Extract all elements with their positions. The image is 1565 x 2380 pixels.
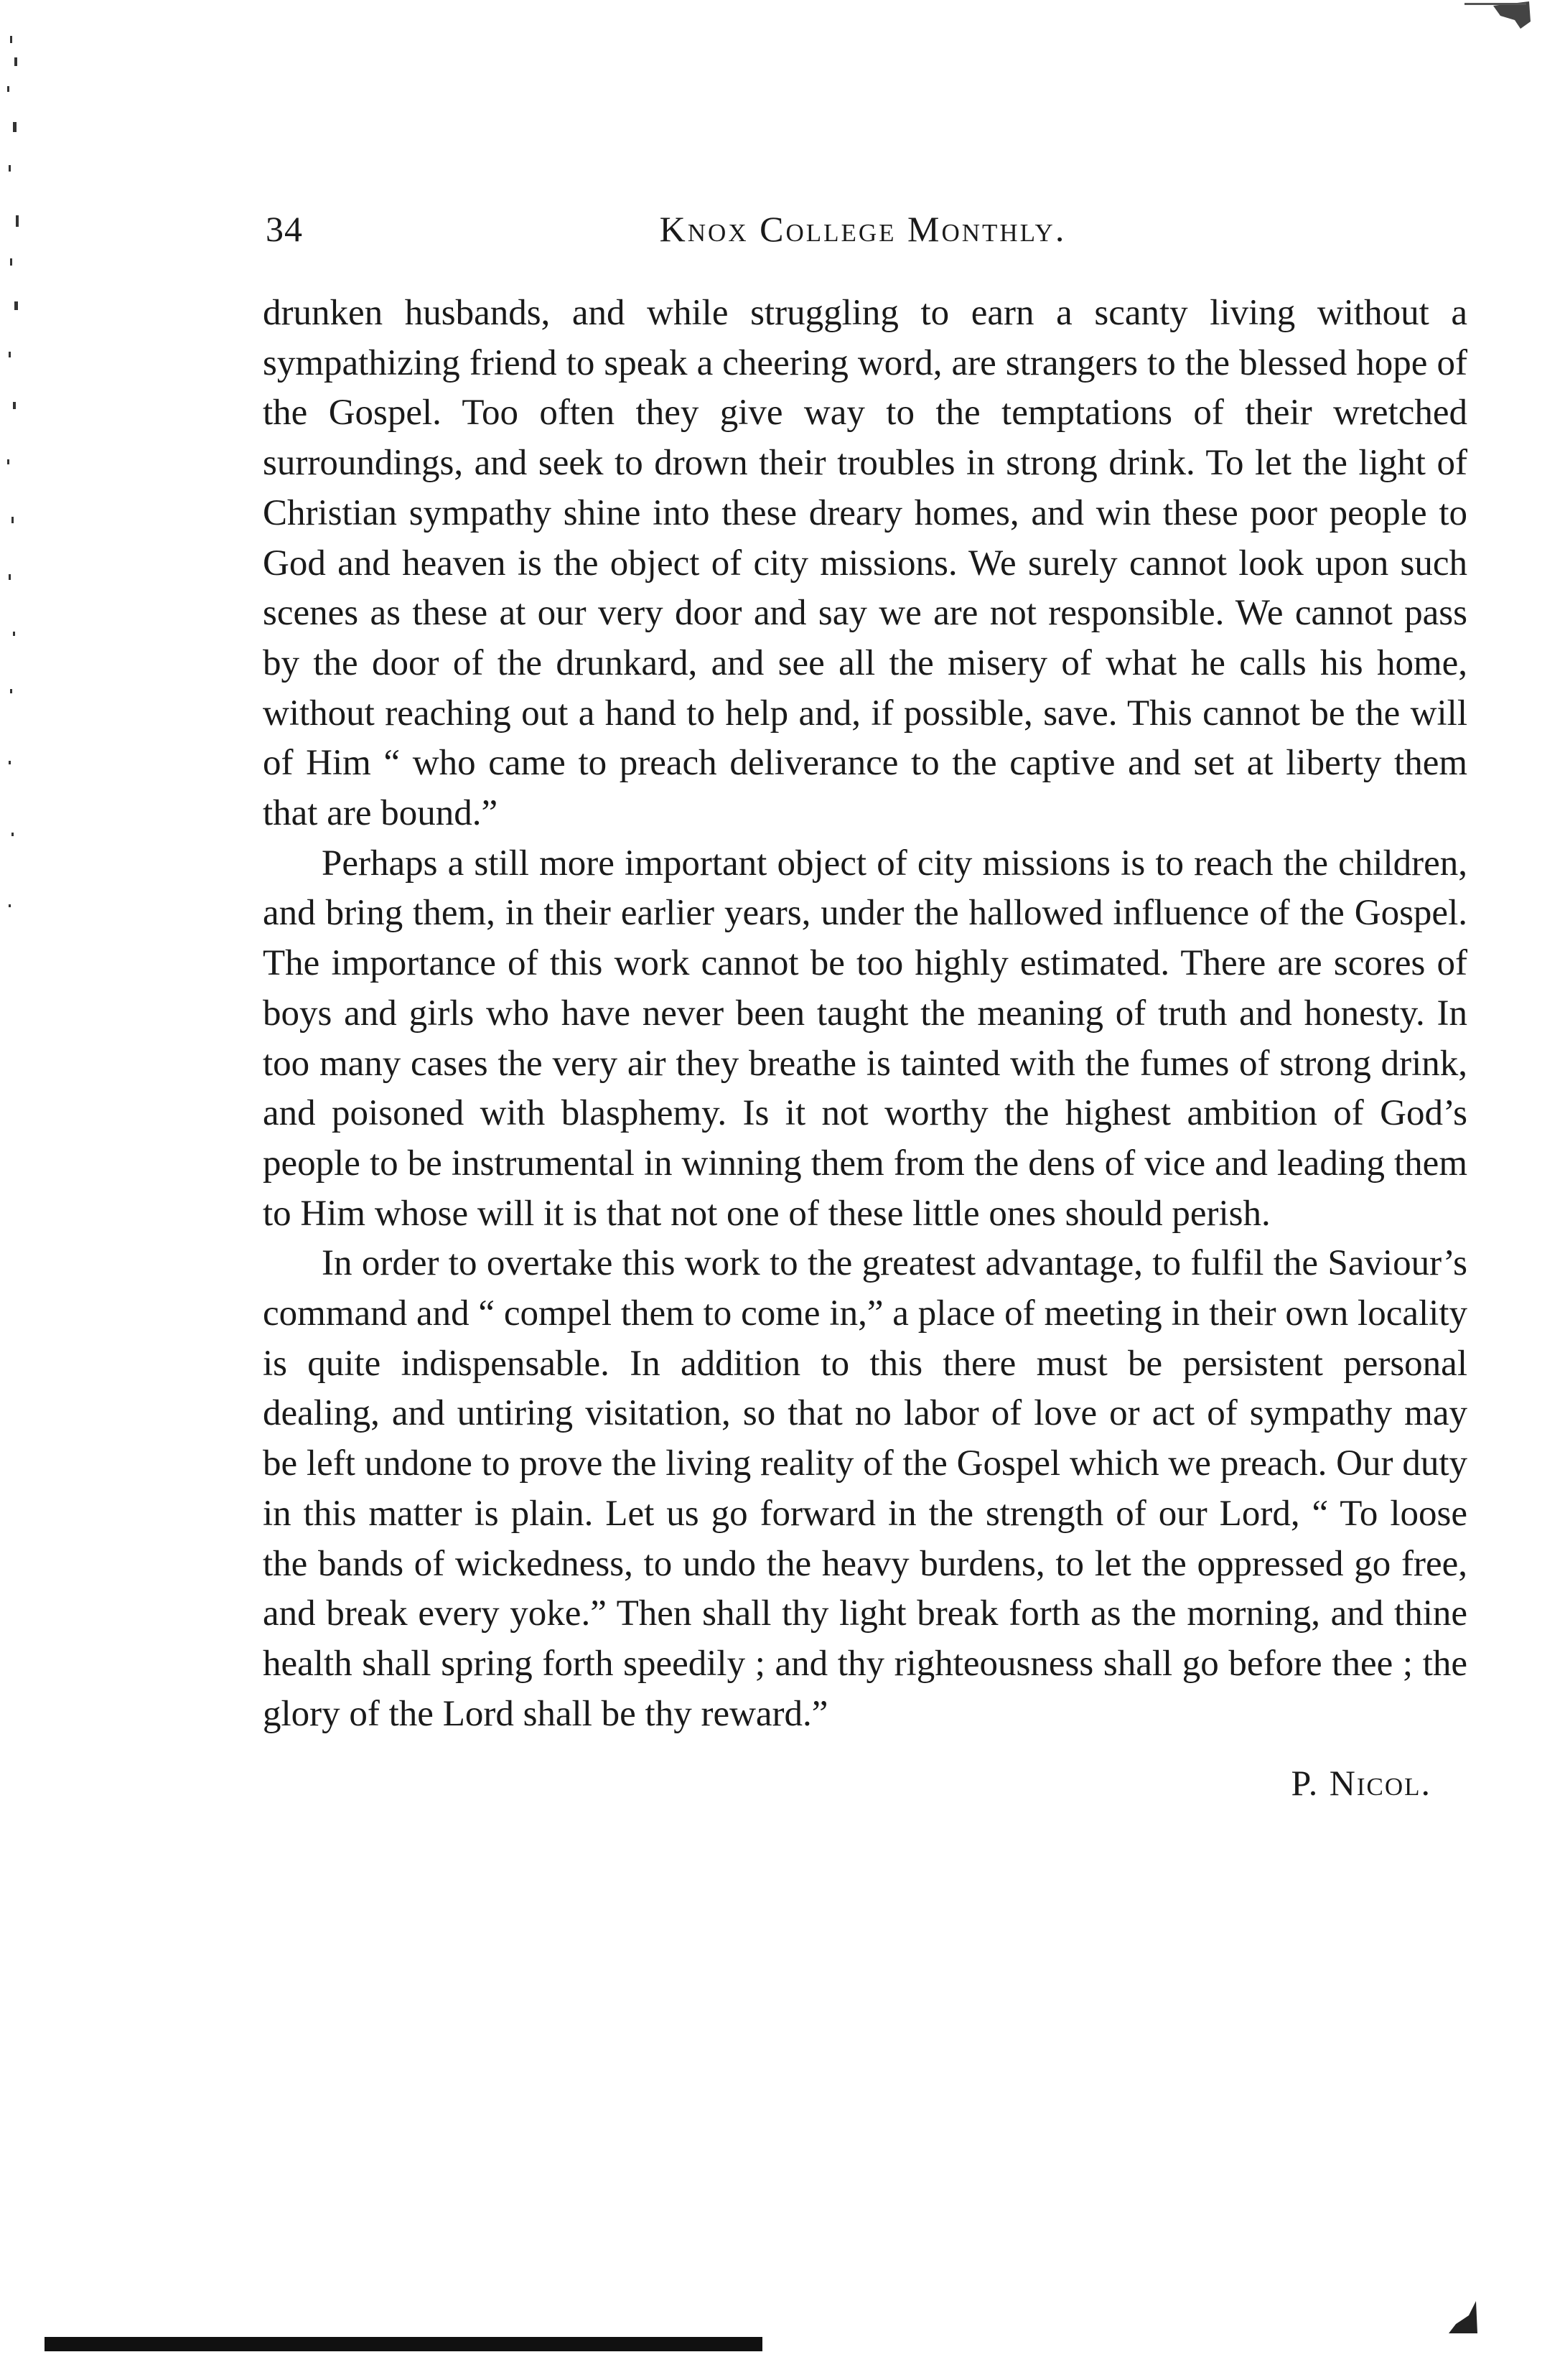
paragraph: In order to overtake this work to the greatest advantage, to fulfil the Saviour’s command and “ compel them to come in,” a place of meeting in their own locality is quite indispensable. In addition to this there must be persistent personal dealing, and untiring visitation, so that no labor of love or act of sympathy may be left undone to prove the living reality of the Gospel which we preach. Our duty in this matter is plain. Let us go forward in the strength of our Lord, “ To loose the bands of wickedness, to undo the heavy burdens, to let the oppressed go free, and break every yoke.” Then shall thy light break forth as the morning, and thine health shall spring forth speedily ; and thy righteousness shall go before thee ; the glory of the Lord shall be thy reward.” xyxy=(263,1243,1467,1734)
article-body xyxy=(263,289,1467,1739)
page-header xyxy=(261,200,1464,257)
running-title: Knox College Monthly. xyxy=(659,209,1067,249)
author-signature: P. Nicol. xyxy=(1291,1763,1431,1803)
paragraph: Perhaps a still more important object of city missions is to reach the children, and bring them, in their earlier years, under the hallowed influence of the Gospel. The importance of this work cannot be too highly estimated. There are scores of boys and girls who have never been taught the meaning of truth and honesty. In too many cases the very air they breathe is tainted with the fumes of strong drink, and poisoned with blasphemy. Is it not worthy the highest ambition of God’s people to be instrumental in winning them from the dens of vice and leading them to Him whose will it is that not one of these little ones should perish. xyxy=(263,843,1467,1234)
scan-edge-specks xyxy=(0,0,50,1005)
scan-bottom-mark xyxy=(1434,2294,1485,2337)
paragraph: drunken husbands, and while struggling to earn a scanty living without a sympathizing friend to speak a cheering word, are strangers to the blessed hope of the Gospel. Too often they give way to the temptations of their wretched surroundings, and seek to drown their troubles in strong drink. To let the light of Christian sympathy shine into these dreary homes, and win these poor people to God and heaven is the object of city missions. We surely cannot look upon such scenes as these at our very door and say we are not responsible. We cannot pass by the door of the drunkard, and see all the misery of what he calls his home, without reaching out a hand to help and, if possible, save. This cannot be the will of Him “ who came to preach deliverance to the captive and set at liberty them that are bound.” xyxy=(263,293,1467,834)
scan-bottom-bar xyxy=(45,2337,762,2351)
page-number: 34 xyxy=(266,209,303,249)
scan-corner-blot xyxy=(1450,0,1536,72)
